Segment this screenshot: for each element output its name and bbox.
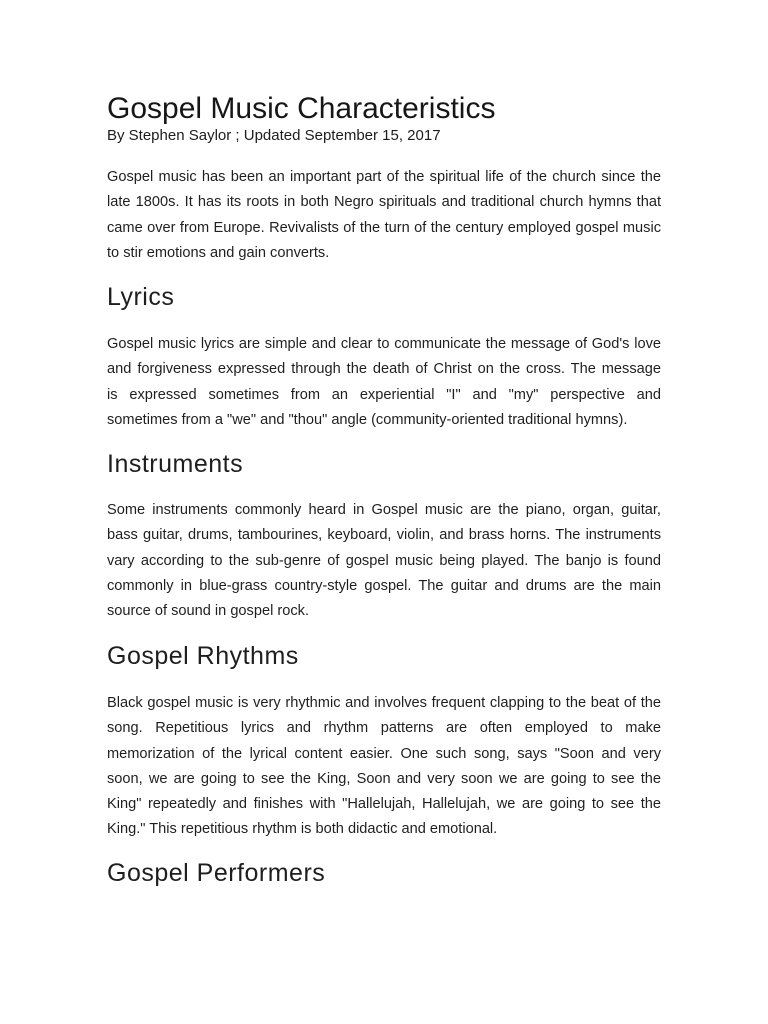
intro-paragraph xyxy=(107,165,661,266)
paragraph-line: commonly in blue-grass country-style gospel. The guitar and drums are the main xyxy=(107,577,661,594)
paragraph-line: vary according to the sub-genre of gospel music being played. The banjo is found xyxy=(107,552,661,569)
paragraph-line: source of sound in gospel rock. xyxy=(107,603,309,620)
section-heading-lyrics: Lyrics xyxy=(107,283,175,311)
paragraph-line: King" repeatedly and finishes with "Hallelujah, Hallelujah, we are going to see the xyxy=(107,796,661,813)
paragraph-line: song. Repetitious lyrics and rhythm patterns are often employed to make xyxy=(107,720,661,737)
instruments-paragraph xyxy=(107,498,661,624)
paragraph-line: soon, we are going to see the King, Soon and very soon we are going to see the xyxy=(107,770,661,787)
paragraph-line: came over from Europe. Revivalists of the turn of the century employed gospel music xyxy=(107,219,661,236)
paragraph-line: Gospel music has been an important part of the spiritual life of the church since the xyxy=(107,169,661,185)
paragraph-line: Gospel music lyrics are simple and clear to communicate the message of God's love xyxy=(107,336,661,352)
paragraph-line: late 1800s. It has its roots in both Negro spirituals and traditional church hymns that xyxy=(107,194,661,211)
paragraph-line: memorization of the lyrical content easier. One such song, says "Soon and very xyxy=(107,745,661,762)
gospel-rhythms-paragraph xyxy=(107,691,661,843)
paragraph-line: is expressed sometimes from an experiential "I" and "my" perspective and xyxy=(107,386,661,403)
paragraph-line: and forgiveness expressed through the death of Christ on the cross. The message xyxy=(107,361,661,378)
lyrics-paragraph xyxy=(107,332,661,433)
paragraph-line: bass guitar, drums, tambourines, keyboard, violin, and brass horns. The instruments xyxy=(107,527,661,544)
paragraph-line: sometimes from a "we" and "thou" angle (community-oriented traditional hymns). xyxy=(107,411,628,428)
paragraph-line: Black gospel music is very rhythmic and involves frequent clapping to the beat of the xyxy=(107,695,661,711)
paragraph-line: Some instruments commonly heard in Gospel music are the piano, organ, guitar, xyxy=(107,502,661,518)
paragraph-line: King." This repetitious rhythm is both didactic and emotional. xyxy=(107,821,498,838)
section-heading-instruments: Instruments xyxy=(107,450,244,478)
article-title: Gospel Music Characteristics xyxy=(107,92,496,125)
section-heading-gospel-rhythms: Gospel Rhythms xyxy=(107,642,299,670)
paragraph-line: to stir emotions and gain converts. xyxy=(107,244,330,261)
article-byline: By Stephen Saylor ; Updated September 15, 2017 xyxy=(107,127,441,144)
section-heading-gospel-performers: Gospel Performers xyxy=(107,859,326,887)
